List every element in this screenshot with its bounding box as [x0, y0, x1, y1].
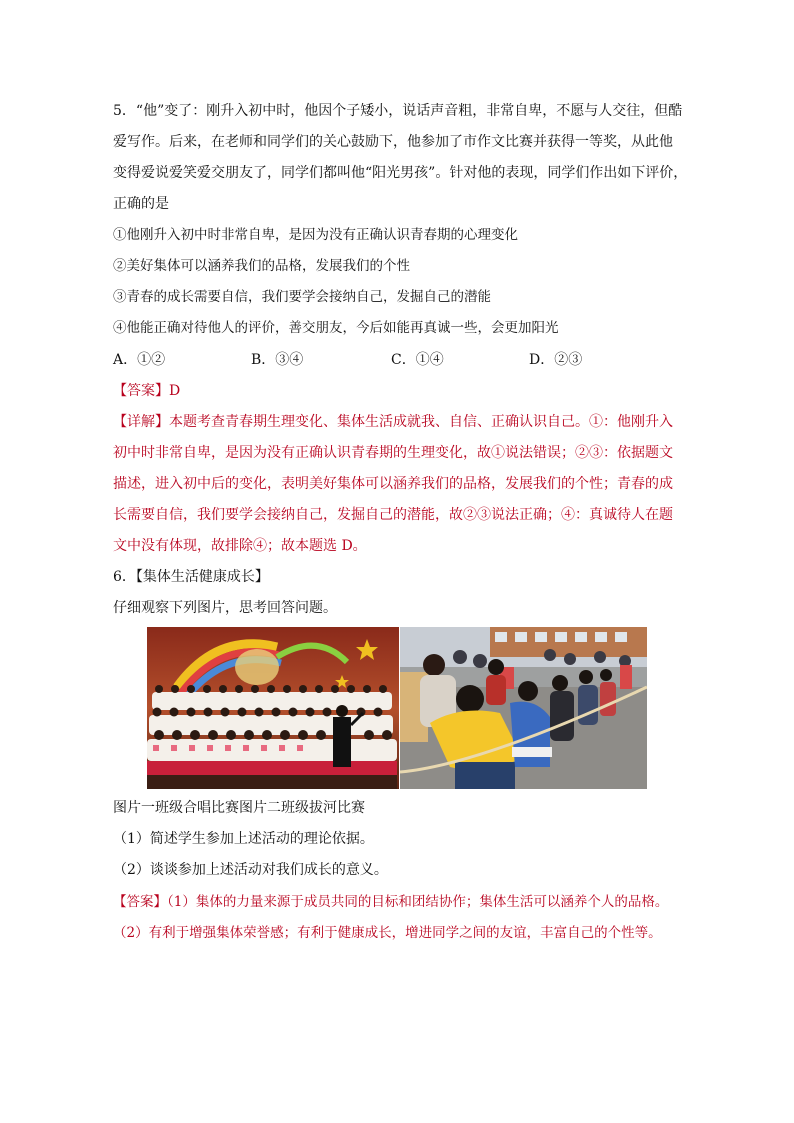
sub-question-1: （1）简述学生参加上述活动的理论依据。 — [113, 831, 374, 847]
answer-tag: 【答案】 — [113, 383, 169, 399]
question-5-detail — [113, 411, 683, 561]
detail-line: 长需要自信，我们要学会接纳自己，发掘自己的潜能，故②③说法正确；④：真诚待人在题 — [113, 507, 673, 523]
option-b: B．③④ — [251, 352, 304, 368]
question-5-stem — [113, 100, 688, 212]
detail-line: 文中没有体现，故排除④；故本题选 D。 — [113, 538, 367, 554]
statement-item: ②美好集体可以涵养我们的品格，发展我们的个性 — [113, 258, 410, 274]
question-6-prompt: 仔细观察下列图片，思考回答问题。 — [113, 600, 337, 616]
detail-tag: 【详解】 — [113, 414, 169, 430]
question-5-statements — [113, 224, 683, 344]
answer-tag: 【答案】 — [113, 894, 167, 910]
question-5-options — [113, 349, 683, 371]
tug-of-war-photo — [400, 627, 647, 789]
class-chorus-photo — [147, 627, 399, 789]
stem-line: 5．“他”变了：刚升入初中时，他因个子矮小，说话声音粗，非常自卑，不愿与人交往，但酷 — [113, 103, 683, 119]
detail-line: 初中时非常自卑，是因为没有正确认识青春期的生理变化，故①说法错误；②③：依据题文 — [113, 445, 673, 461]
sub-question-2: （2）谈谈参加上述活动对我们成长的意义。 — [113, 862, 388, 878]
statement-item: ④他能正确对待他人的评价，善交朋友，今后如能再真诚一些，会更加阳光 — [113, 320, 559, 336]
stem-line: 正确的是 — [113, 196, 169, 212]
detail-line: 本题考查青春期生理变化、集体生活成就我、自信、正确认识自己。①：他刚升入 — [169, 414, 673, 430]
answer-line: （1）集体的力量来源于成员共同的目标和团结协作；集体生活可以涵养个人的品格。 — [167, 894, 669, 910]
answer-value: D — [169, 383, 181, 399]
detail-line: 描述，进入初中后的变化，表明美好集体可以涵养我们的品格，发展我们的个性；青春的成 — [113, 476, 673, 492]
option-d: D．②③ — [529, 352, 583, 368]
question-6-answer — [113, 891, 683, 913]
statement-item: ①他刚升入初中时非常自卑，是因为没有正确认识青春期的心理变化 — [113, 227, 518, 243]
stem-line: 爱写作。后来，在老师和同学们的关心鼓励下，他参加了市作文比赛并获得一等奖，从此他 — [113, 134, 673, 150]
question-6-title: 6．【集体生活健康成长】 — [113, 569, 269, 585]
stem-line: 变得爱说爱笑爱交朋友了，同学们都叫他“阳光男孩”。针对他的表现，同学们作出如下评价， — [113, 165, 688, 181]
question-6-answer-2 — [113, 922, 683, 944]
option-a: A．①② — [113, 352, 166, 368]
question-5-answer — [113, 380, 683, 402]
photo-caption: 图片一班级合唱比赛图片二班级拔河比赛 — [113, 800, 365, 816]
answer-line: （2）有利于增强集体荣誉感；有利于健康成长，增进同学之间的友谊，丰富自己的个性等。 — [113, 925, 662, 941]
statement-item: ③青春的成长需要自信，我们要学会接纳自己，发掘自己的潜能 — [113, 289, 491, 305]
option-c: C．①④ — [391, 352, 444, 368]
